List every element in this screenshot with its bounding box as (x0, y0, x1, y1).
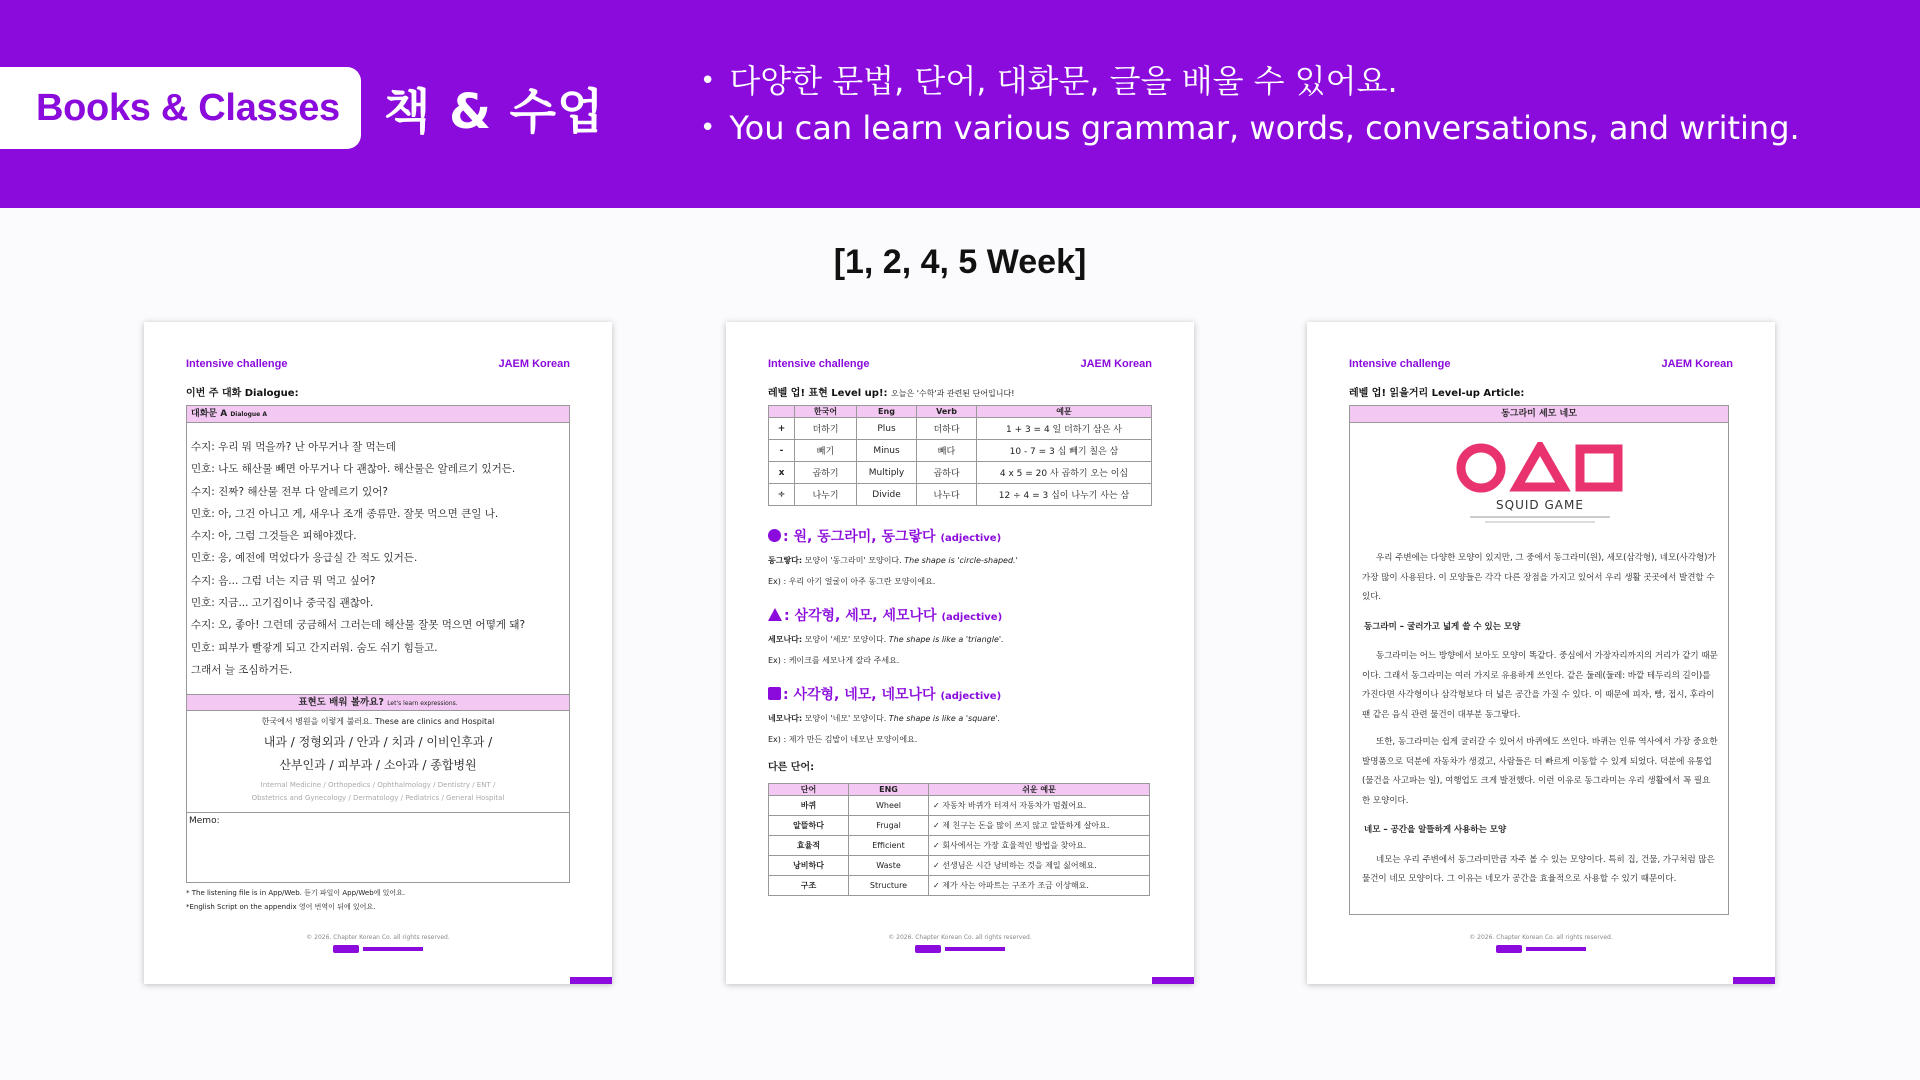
adjective-circle-title: : 원, 동그라미, 동그랗다 (adjective) (768, 526, 1001, 546)
dialogue-box (186, 405, 570, 883)
book-page-dialogue (144, 322, 612, 984)
table-row: - 빼기 Minus 빼다 10 - 7 = 3 십 빼기 칠은 삼 (769, 440, 1152, 462)
brand-label: JAEM Korean (498, 358, 570, 370)
square-icon (768, 687, 781, 700)
dialogue-line: 수지: 음... 그럼 너는 지금 뭐 먹고 싶어? (191, 574, 376, 587)
bullet-korean: • 다양한 문법, 단어, 대화문, 글을 배울 수 있어요. (700, 58, 1800, 105)
table-header-row: 한국어 Eng Verb 예문 (769, 406, 1152, 418)
dialogue-line: 민호: 아, 그건 아니고 게, 새우나 조개 종류만. 잘못 먹으면 큰일 나. (191, 507, 499, 520)
math-table (768, 405, 1152, 506)
dialogue-line: 민호: 응, 예전에 먹었다가 응급실 간 적도 있거든. (191, 552, 418, 565)
challenge-label: Intensive challenge (1349, 358, 1451, 370)
header-banner (0, 0, 1920, 208)
adjective-example: Ex) : 제가 만든 김밥이 네모난 모양이에요. (768, 735, 918, 744)
adjective-definition: 네모나다: 모양이 '네모' 모양이다. The shape is like a 'square'. (768, 714, 1001, 723)
other-words-title: 다른 단어: (768, 762, 815, 773)
page-corner-mark (1152, 977, 1194, 984)
page-header (186, 358, 570, 370)
dialogue-box-title: 대화문 A Dialogue A (187, 406, 569, 423)
dialogue-line: 민호: 피부가 빨갛게 되고 간지러워. 숨도 쉬기 힘들고. (191, 641, 438, 654)
article-paragraph: 또한, 동그라미는 쉽게 굴러갈 수 있어서 바퀴에도 쓰인다. 바퀴는 인류 역사에서 가장 중요한 발명품으로 덕분에 자동차가 생겼고, 사람들은 더 빠르게 이동할 수 있게 되었다. 덕분에 유통업(물건을 사고파는 일), 여행업도 크게 발전했다. 이런 이유로 동그라미는 우리 생활에서 꼭 필요한 모양이다. (1362, 737, 1718, 806)
page-footer: © 2026. Chapter Korean Co. all rights reserved. (144, 934, 612, 954)
logo-text: SQUID GAME (1496, 498, 1584, 512)
table-row: 효율적 Efficient ✓ 회사에서는 가장 효율적인 방법을 찾아요. (769, 836, 1150, 856)
circle-icon (768, 529, 781, 542)
section-title: 레벨 업! 표현 Level up!: 오늘은 '수학'과 관련된 단어입니다! (768, 388, 1015, 399)
article-paragraph: 동그라미는 어느 방향에서 보아도 모양이 똑같다. 중심에서 가장자리까지의 거리가 같기 때문이다. 그래서 동그라미는 여러 가지로 유용하게 쓰인다. 같은 둘레(둘레: 바깥 테두리의 길이)를 가진다면 사각형이나 삼각형보다 더 넓은 공간을 가질 수 있다. 이 때문에 피자, 빵, 접시, 후라이팬 같은 음식 관련 물건이 대부분 동그랗다. (1362, 651, 1718, 720)
article-subheading: 동그라미 – 굴러가고 넓게 쓸 수 있는 모양 (1364, 621, 1521, 632)
bullet-english: • You can learn various grammar, words, conversations, and writing. (700, 105, 1800, 152)
dialogue-line: 민호: 지금... 고기집이나 중국집 괜찮아. (191, 597, 374, 610)
expressions-line: 내과 / 정형외과 / 안과 / 치과 / 이비인후과 / (263, 735, 493, 749)
article-subheading: 네모 – 공간을 알뜰하게 사용하는 모양 (1364, 825, 1507, 835)
footer-logo-icon (915, 944, 1005, 954)
squid-game-logo-icon (1350, 442, 1730, 542)
books-classes-label: Books & Classes (36, 86, 340, 129)
books-classes-badge (0, 67, 361, 149)
section-title: 레벨 업! 읽을거리 Level-up Article: (1349, 388, 1525, 399)
adjective-square-title: : 사각형, 네모, 네모나다 (adjective) (768, 684, 1001, 704)
adjective-example: Ex) : 케이크를 세모나게 잘라 주세요. (768, 656, 900, 665)
table-row: 알뜰하다 Frugal ✓ 제 친구는 돈을 많이 쓰지 않고 알뜰하게 살아요. (769, 816, 1150, 836)
dialogue-line: 수지: 오, 좋아! 그런데 궁금해서 그러는데 해산물 잘못 먹으면 어떻게 돼? (191, 619, 526, 632)
article-title: 동그라미 세모 네모 (1350, 406, 1728, 423)
footer-logo-icon (1496, 944, 1586, 954)
triangle-icon (768, 608, 782, 621)
section-title: 이번 주 대화 Dialogue: (186, 388, 299, 399)
table-row: 낭비하다 Waste ✓ 선생님은 시간 낭비하는 것을 제일 싫어해요. (769, 856, 1150, 876)
article-box (1349, 405, 1729, 915)
adjective-example: Ex) : 우리 아기 얼굴이 아주 동그란 모양이에요. (768, 577, 936, 586)
dialogue-line: 민호: 나도 해산물 빼면 아무거나 다 괜찮아. 해산물은 알레르기 있거든. (191, 463, 516, 476)
page-notes: * The listening file is in App/Web. 듣기 파일이 App/Web에 있어요. *English Script on the appendix 영어 번역이 뒤에 있어요. (186, 889, 406, 911)
expressions-title: 표현도 배워 볼까요? Let's learn expressions. (187, 694, 569, 711)
table-row: ÷ 나누기 Divide 나누다 12 ÷ 4 = 3 십이 나누기 사는 삼 (769, 484, 1152, 506)
book-page-level-up (726, 322, 1194, 984)
footer-logo-icon (333, 944, 423, 954)
expressions-body (187, 716, 569, 805)
page-header (768, 358, 1152, 370)
page-footer: © 2026. Chapter Korean Co. all rights reserved. (726, 934, 1194, 954)
expressions-intro: 한국에서 병원을 이렇게 불러요. These are clinics and Hospital (261, 717, 495, 726)
book-page-article (1307, 322, 1775, 984)
adjective-triangle-title: : 삼각형, 세모, 세모나다 (adjective) (768, 605, 1002, 625)
page-header (1349, 358, 1733, 370)
brand-label: JAEM Korean (1661, 358, 1733, 370)
adjective-definition: 동그랗다: 모양이 '동그라미' 모양이다. The shape is 'circle-shaped.' (768, 556, 1018, 565)
article-paragraph: 우리 주변에는 다양한 모양이 있지만, 그 중에서 동그라미(원), 세모(삼각형), 네모(사각형)가 가장 많이 사용된다. 이 모양들은 각각 다른 장점을 가지고 있어서 우리 생활 곳곳에서 발견할 수 있다. (1362, 553, 1716, 602)
table-row: + 더하기 Plus 더하다 1 + 3 = 4 일 더하기 삼은 사 (769, 418, 1152, 440)
article-body (1362, 549, 1718, 890)
korean-title: 책 & 수업 (384, 84, 605, 140)
expressions-line: 산부인과 / 피부과 / 소아과 / 종합병원 (279, 758, 477, 772)
table-row: x 곱하기 Multiply 곱하다 4 x 5 = 20 사 곱하기 오는 이십 (769, 462, 1152, 484)
memo-field: Memo: (187, 812, 569, 829)
table-row: 구조 Structure ✓ 제가 사는 아파트는 구조가 조금 이상해요. (769, 876, 1150, 896)
dialogue-line: 수지: 진짜? 해산물 전부 다 알레르기 있어? (191, 485, 388, 498)
dialogue-line: 그래서 늘 조심하거든. (191, 663, 293, 676)
challenge-label: Intensive challenge (186, 358, 288, 370)
page-corner-mark (570, 977, 612, 984)
dialogue-line: 수지: 우리 뭐 먹을까? 난 아무거나 잘 먹는데 (191, 441, 396, 453)
dialogue-lines (187, 423, 569, 684)
expressions-english: Internal Medicine / Orthopedics / Ophthalmology / Dentistry / ENT / Obstetrics and Gynecology / Dermatology / Pediatrics / General Hospital (251, 781, 505, 802)
page-footer: © 2026. Chapter Korean Co. all rights reserved. (1307, 934, 1775, 954)
week-label: [1, 2, 4, 5 Week] (833, 243, 1087, 281)
article-paragraph: 네모는 우리 주변에서 동그라미만큼 자주 볼 수 있는 모양이다. 특히 집, 건물, 가구처럼 많은 물건이 네모 모양이다. 그 이유는 네모가 공간을 효율적으로 사용할 수 있기 때문이다. (1362, 854, 1715, 884)
bullet-list (700, 58, 1800, 152)
dialogue-line: 수지: 아, 그럼 그것들은 피해야겠다. (191, 530, 357, 543)
page-corner-mark (1733, 977, 1775, 984)
table-row: 바퀴 Wheel ✓ 자동차 바퀴가 터져서 자동차가 멈췄어요. (769, 796, 1150, 816)
brand-label: JAEM Korean (1080, 358, 1152, 370)
vocab-table (768, 783, 1150, 896)
adjective-definition: 세모나다: 모양이 '세모' 모양이다. The shape is like a 'triangle'. (768, 635, 1004, 644)
challenge-label: Intensive challenge (768, 358, 870, 370)
table-header-row: 단어 ENG 쉬운 예문 (769, 784, 1150, 796)
